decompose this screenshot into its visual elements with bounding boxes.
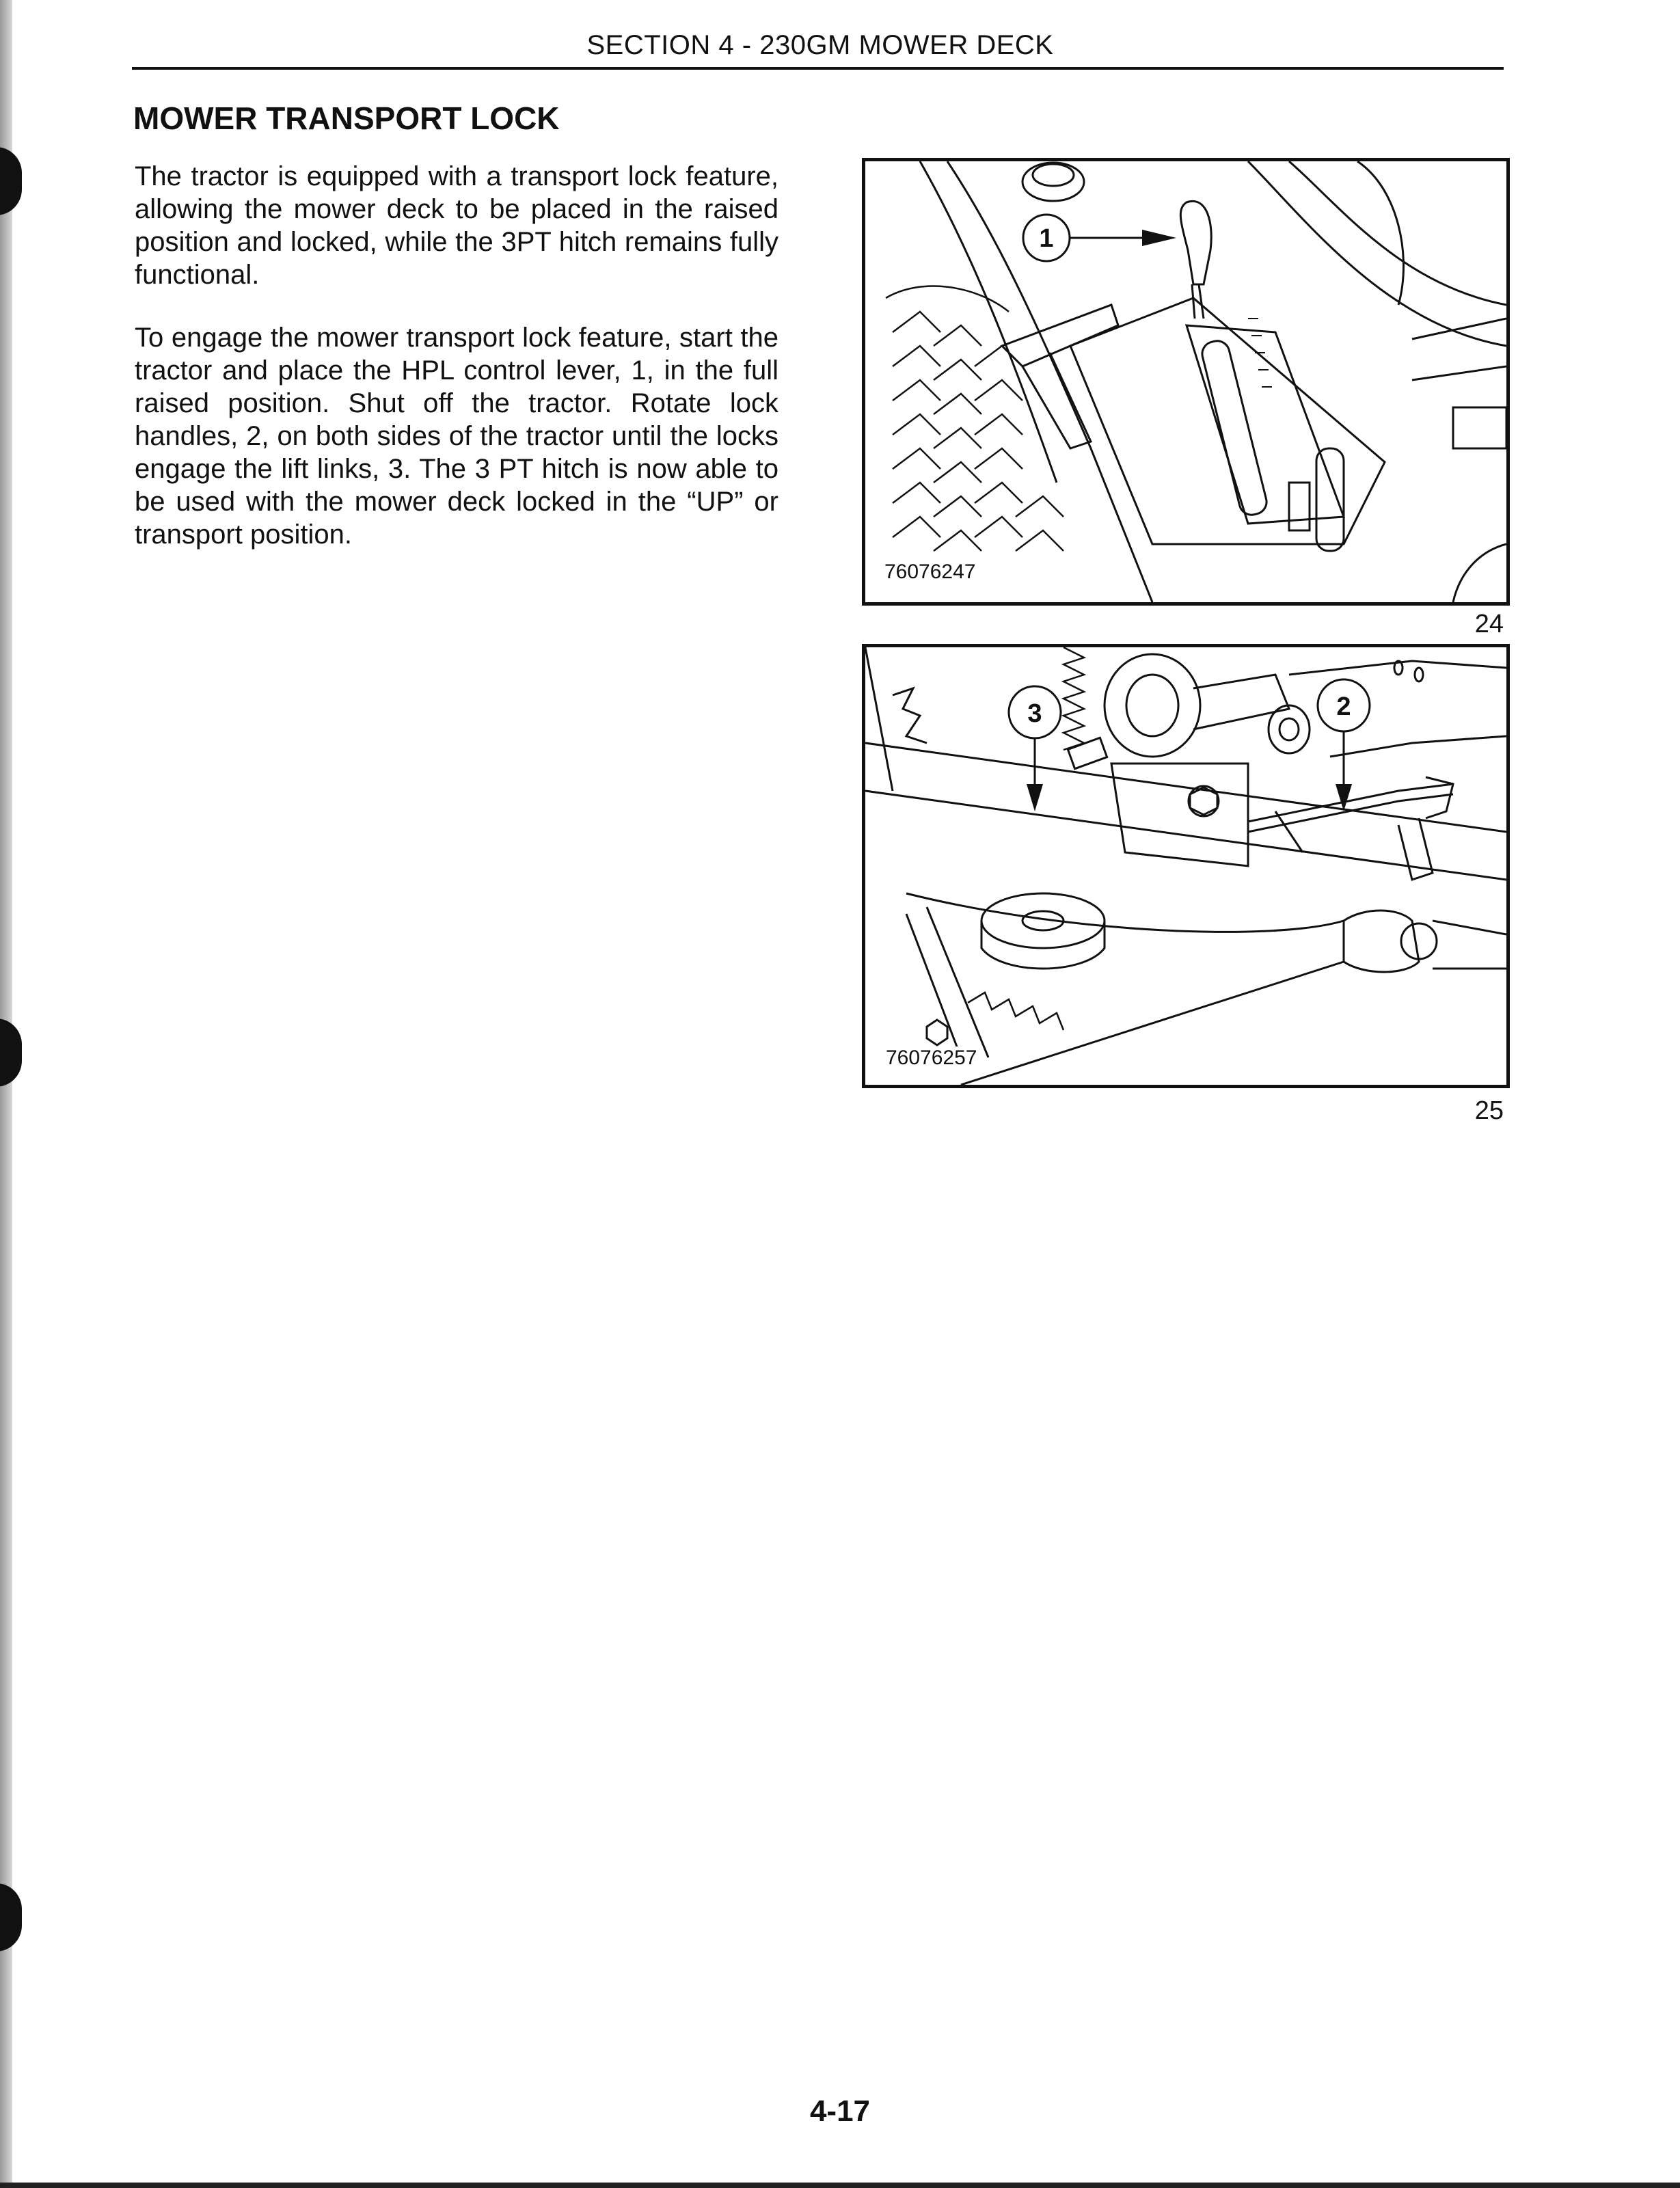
figure-image-code: 76076257: [883, 1046, 979, 1070]
lock-handle-illustration: [865, 647, 1506, 1085]
figure-number: 24: [1474, 610, 1504, 638]
hpl-lever-illustration: [865, 161, 1506, 602]
page-binding-edge: [0, 0, 12, 2188]
section-header: SECTION 4 - 230GM MOWER DECK: [586, 30, 1054, 60]
callout-label: 1: [1039, 224, 1054, 253]
header-divider: [132, 67, 1504, 70]
page-bottom-edge: [0, 2183, 1680, 2188]
binding-hole: [0, 1018, 22, 1087]
figure-hpl-control-lever: [862, 158, 1510, 606]
binding-hole: [0, 1883, 22, 1951]
figure-image-code: 76076247: [882, 560, 978, 584]
body-paragraph: The tractor is equipped with a transport lock feature, allowing the mower deck to be placed in the raised position and locked, while the 3PT hitch remains fully functional.: [135, 161, 778, 290]
callout-label: 2: [1336, 692, 1351, 721]
page-number: 4-17: [809, 2094, 871, 2128]
figure-number: 25: [1474, 1096, 1504, 1125]
section-heading: MOWER TRANSPORT LOCK: [133, 100, 560, 136]
callout-label: 3: [1027, 699, 1042, 728]
body-paragraph: To engage the mower transport lock feature, start the tractor and place the HPL control lever, 1, in the full raised position. Shut off the tractor. Rotate lock handles, 2, on both sides of the tractor until the locks engage the lift links, 3. The 3 PT hitch is now able to be used with the mower deck locked in the “UP” or transport position.: [135, 323, 778, 550]
figure-lock-handles: [862, 644, 1510, 1088]
binding-hole: [0, 147, 22, 215]
